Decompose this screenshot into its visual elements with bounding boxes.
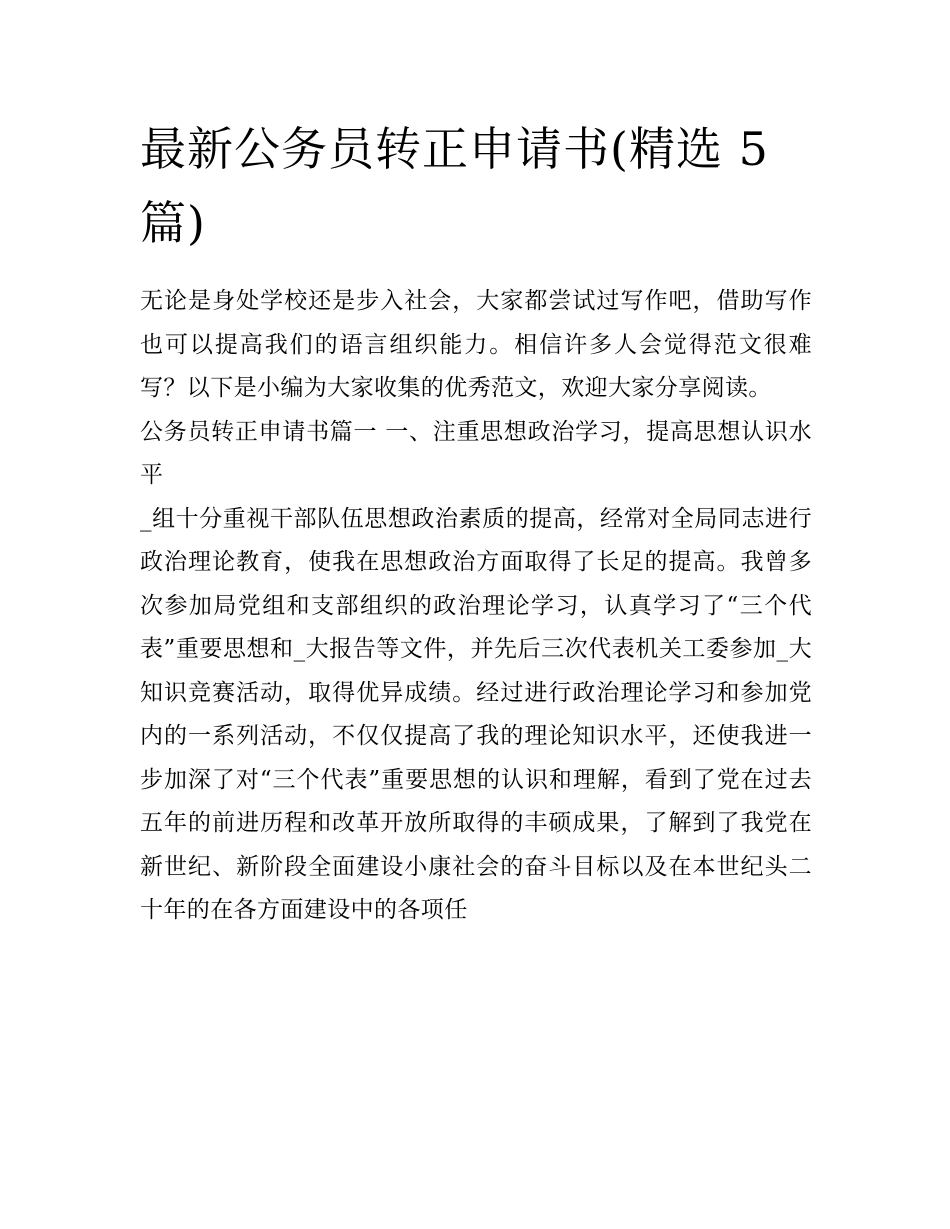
body-paragraph: _组十分重视干部队伍思想政治素质的提高，经常对全局同志进行政治理论教育，使我在思想政治方面取得了长足的提高。我曾多次参加局党组和支部组织的政治理论学习，认真学习了“三个代表”重要思想和_大报告等文件，并先后三次代表机关工委参加_大知识竞赛活动，取得优异成绩。经过进行政治理论学习和参加党内的一系列活动，不仅仅提高了我的理论知识水平，还使我进一步加深了对“三个代表”重要思想的认识和理解，看到了党在过去五年的前进历程和改革开放所取得的丰硕成果，了解到了我党在新世纪、新阶段全面建设小康社会的奋斗目标以及在本世纪头二十年的在各方面建设中的各项任 xyxy=(140,505,812,923)
intro-paragraph: 无论是身处学校还是步入社会，大家都尝试过写作吧，借助写作也可以提高我们的语言组织能力。相信许多人会觉得范文很难写？以下是小编为大家收集的优秀范文，欢迎大家分享阅读。 xyxy=(140,288,812,401)
section-heading-paragraph: 公务员转正申请书篇一 一、注重思想政治学习，提高思想认识水平 xyxy=(140,418,812,488)
document-title: 最新公务员转正申请书(精选 5 篇) xyxy=(140,122,769,250)
document-body xyxy=(140,280,812,933)
